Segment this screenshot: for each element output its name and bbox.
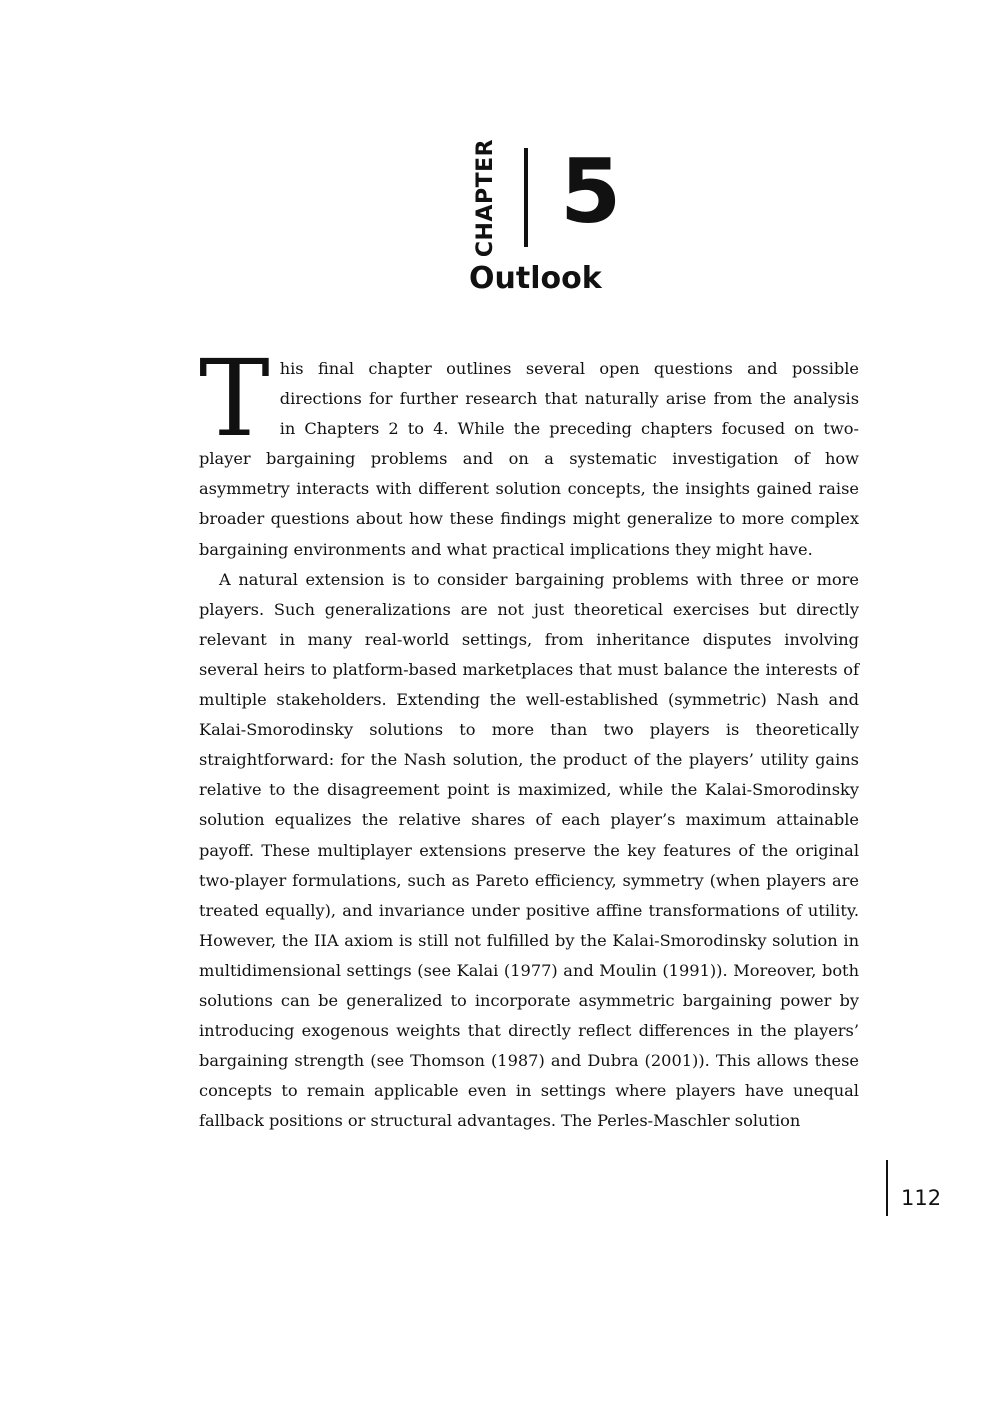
chapter-title: Outlook xyxy=(469,261,602,296)
page-number-divider xyxy=(886,1160,888,1216)
drop-cap: T xyxy=(199,337,270,460)
chapter-number: 5 xyxy=(560,140,622,243)
page-number: 112 xyxy=(901,1186,942,1210)
paragraph-1-text: his final chapter outlines several open questions and possible directions for further research that naturally arise from the analysis in Chapters 2 to 4. While the preceding chapters focused on two-player bargaining problems and on a systematic investigation of how asymmetry interacts with different solution concepts, the insights gained raise broader questions about how these findings might generalize to more complex bargaining environments and what practical implications they might have. xyxy=(199,359,859,559)
paragraph-1 xyxy=(199,337,859,565)
chapter-label: CHAPTER xyxy=(473,138,498,258)
chapter-heading xyxy=(0,0,1000,320)
paragraph-2: A natural extension is to consider bargaining problems with three or more players. Such generalizations are not just theoretical exercises but directly relevant in many real-world settings, from inheritance disputes involving several heirs to platform-based marketplaces that must balance the interests of multiple stakeholders. Extending the well-established (symmetric) Nash and Kalai-Smorodinsky solutions to more than two players is theoretically straightforward: for the Nash solution, the product of the players’ utility gains relative to the disagreement point is maximized, while the Kalai-Smorodinsky solution equalizes the relative shares of each player’s maximum attainable payoff. These multiplayer extensions preserve the key features of the original two-player formulations, such as Pareto efficiency, symmetry (when players are treated equally), and invariance under positive affine transformations of utility. However, the IIA axiom is still not fulfilled by the Kalai-Smorodinsky solution in multidimensional settings (see Kalai (1977) and Moulin (1991)). Moreover, both solutions can be generalized to incorporate asymmetric bargaining power by introducing exogenous weights that directly reflect differences in the players’ bargaining strength (see Thomson (1987) and Dubra (2001)). This allows these concepts to remain applicable even in settings where players have unequal fallback positions or structural advantages. The Perles-Maschler solution xyxy=(199,569,859,1131)
body-text xyxy=(199,337,859,1136)
chapter-divider xyxy=(524,148,528,247)
